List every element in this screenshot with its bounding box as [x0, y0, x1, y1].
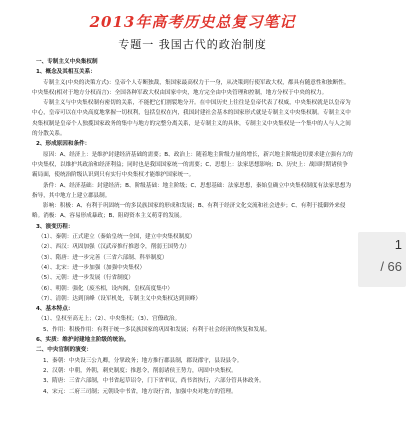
text-line: （2）、西汉：巩固加强（汉武帝推行推恩令，削弱王国势力） — [38, 244, 190, 251]
document-title: 2013年高考历史总复习笔记 — [89, 13, 296, 31]
page-counter[interactable] — [358, 232, 406, 287]
text-line: 影响：积极：A、有利于巩固统一的多民族国家的形成和发展；B、有利于经济文化交流和社会进步；C、有利于抵御外来侵略。消极：A、容易形成暴政；B、阻碍资本主义萌芽的发展。 — [32, 203, 346, 220]
text-line: 2、汉朝：中朝，外朝，刺史制度；推恩令，削弱诸侯王势力，巩固中央集权。 — [43, 367, 237, 374]
text-line: 一、专制主义中央集权制 — [36, 59, 98, 65]
text-line: （7）、清朝：达到顶峰（设军机处，专制主义中央集权达到顶峰） — [38, 295, 201, 302]
text-line: （1）、皇权至高无上；（2）、中央集权；（3）、官僚政治。 — [38, 316, 181, 323]
text-line: （3）、隋唐：进一步完善（三省六部制、科举制度） — [38, 254, 168, 261]
text-line: 1、秦朝：中央设三公九卿，分掌政务；地方推行郡县制，郡设郡守，县设县令。 — [43, 357, 243, 364]
text-line: （5）、元朝：进一步发展（行省制度） — [38, 275, 134, 282]
chapter-heading: 专题一 我国古代的政治制度 — [118, 38, 267, 51]
document-body — [30, 57, 355, 397]
text-line: 二、中央官制的演变： — [36, 347, 92, 354]
text-line: 5、作用：积极作用：有利于统一多民族国家的巩固和发展；有利于社会经济的恢复和发展。 — [43, 326, 271, 333]
text-line: 1、概念及其相互关系： — [36, 69, 96, 76]
document-page — [30, 8, 355, 434]
current-page-number: 1 — [394, 237, 402, 252]
text-line: 4、基本特点： — [36, 306, 74, 313]
text-line: 6、实质：维护封建地主阶级的统治。 — [36, 337, 130, 344]
text-line: （4）、北宋：进一步加强（加强中央集权） — [38, 264, 146, 271]
text-line: 条件：A、经济基础：封建经济；B、阶级基础：地主阶级；C、思想基础：法家思想，秦始皇确立中央集权制度有法家思想为指导，其中地方上建立郡县制。 — [32, 182, 352, 199]
text-line: 原因：A、经济上：是维护封建经济基础的需要；B、政治上：随着地主阶级力量的增长，新兴地主阶级迫切要求建立强有力的中央集权，以维护其政治和经济利益；同时也是我国国家统一的需要；C、思想上：法家思想影响；D、历史上：战国时期诸侯争霸局面，使统治阶级认识到只有实行中央集权才能维护国家统一。 — [32, 151, 353, 179]
text-line: （6）、明朝：强化（废丞相，设内阁，皇权高度集中） — [38, 285, 174, 292]
text-line: 3、隋唐：三省六部制，中书省起草诏令，门下省审议，尚书省执行，六部分管具体政务。 — [43, 378, 265, 385]
total-page-count: / 66 — [380, 259, 402, 274]
text-line: （1）、秦朝：正式建立（秦始皇统一全国，建立中央集权制度） — [38, 234, 196, 241]
text-line: 专制主义与中央集权制有密切的关系，不能把它们割裂地分开。在中国历史上往往是皇帝代表了权威，中央集权就是以皇帝为中心，皇帝可以在中央高度地掌握一切权利，包括皇权在内，我国封建社会基本的国家形式就是专制主义中央集权制。专制主义中央集权制是皇帝个人独揽国家政务的集中与地方的完整分离关系，是专制主义的具体，专制主义中央集权是一个集中的人与人之间的分散关系。 — [32, 100, 351, 138]
text-line: 专制主义(中央的决策方式)：皇帝个人专断独裁，集国家最高权力于一身，从决策到行使军政大权，都具有随意性和独断性。 中央集权(相对于地方分权而言)：全国各种军政大权由国家中央，地方完全由中央管理和控制，地方分权于中央的权力。 — [32, 79, 350, 96]
text-line: 2、形成原因和条件： — [36, 141, 91, 148]
text-line: 3、演变历程： — [36, 223, 74, 230]
text-line: 4、宋元：二府三司制；元朝设中书省，地方设行省，加强中央对地方的管理。 — [43, 388, 237, 395]
